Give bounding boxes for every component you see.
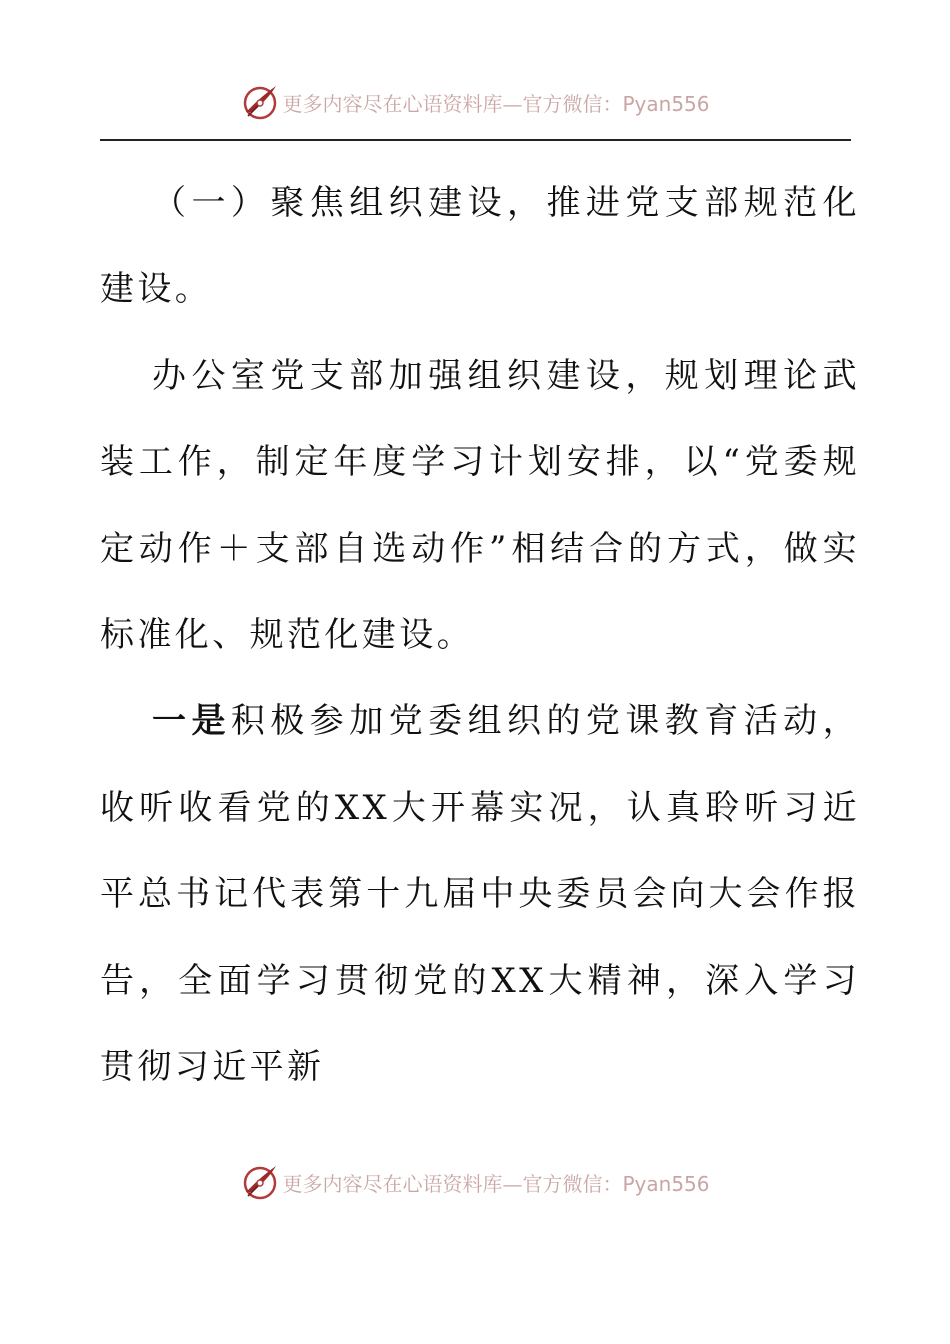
paragraph-2	[100, 678, 860, 1110]
paragraph-1: 办公室党支部加强组织建设，规划理论武装工作，制定年度学习计划安排，以“党委规定动作＋支部自选动作”相结合的方式，做实标准化、规范化建设。	[100, 355, 860, 656]
feather-pen-logo-icon	[240, 82, 280, 122]
header-divider	[100, 139, 851, 141]
paragraph-2-lead: 一是	[152, 701, 231, 742]
header-text: 更多内容尽在心语资料库—官方微信：Pyan556	[282, 91, 710, 116]
footer-account: Pyan556	[622, 1171, 710, 1196]
header-account: Pyan556	[622, 91, 710, 116]
footer-text: 更多内容尽在心语资料库—官方微信：Pyan556	[282, 1171, 710, 1196]
feather-pen-logo-icon	[240, 1162, 280, 1202]
footer-banner	[0, 1160, 950, 1204]
header-banner	[0, 80, 950, 124]
document-body	[100, 160, 860, 1110]
paragraph-2-text: 积极参加党委组织的党课教育活动，收听收看党的XX大开幕实况，认真聆听习近平总书记代表第十九届中央委员会向大会作报告，全面学习贯彻党的XX大精神，深入学习贯彻习近平新	[100, 701, 860, 1088]
section-heading: （一）聚焦组织建设，推进党支部规范化建设。	[100, 183, 860, 310]
